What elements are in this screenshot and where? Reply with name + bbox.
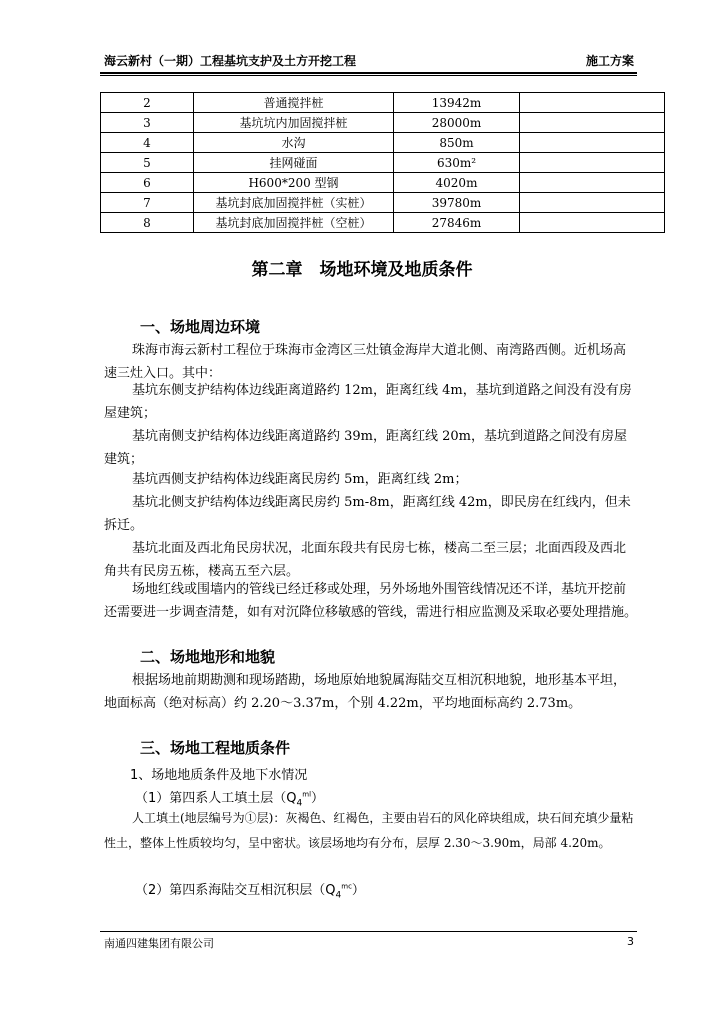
chapter-title: 第二章 场地环境及地质条件 [251,260,473,280]
table-cell: 6 [101,173,194,193]
table-cell: 普通搅拌桩 [194,93,394,113]
section3-heading: 三、场地工程地质条件 [140,739,291,757]
table-cell: 2 [101,93,194,113]
header-title: 海云新村（一期）工程基坑支护及土方开挖工程 [104,54,357,68]
table-cell [520,173,665,193]
layer-heading: （2）第四系海陆交互相沉积层$(Q_4^{mc})$ [135,882,365,901]
section1-paragraph: 基坑南侧支护结构体边线距离道路约 39m，距离红线 20m，基坑到道路之间没有房屋建筑； [104,429,628,467]
header-rule-thin [100,75,637,76]
table-cell: H600*200 型钢 [194,173,394,193]
table-cell [520,153,665,173]
table-cell: 挂网碰面 [194,153,394,173]
section2-heading: 二、场地地形和地貌 [140,648,276,666]
table-row [101,133,665,153]
footer-rule [100,931,637,932]
table-cell: 基坑封底加固搅拌桩（空桩） [194,213,394,233]
layer-heading: （1）第四系人工填土层$(Q_4^{ml})$ [135,790,325,809]
table-cell: 13942m [394,93,520,113]
section1-paragraph: 珠海市海云新村工程位于珠海市金湾区三灶镇金海岸大道北侧、南湾路西侧。近机场高速三灶入口。其中： [104,343,627,381]
table-cell [520,193,665,213]
section1-paragraph: 场地红线或围墙内的管线已经迁移或处理，另外场地外围管线情况还不详，基坑开挖前还需要进一步调查清楚，如有对沉降位移敏感的管线，需进行相应监测及采取必要处理措施。 [104,582,638,620]
table-cell [520,113,665,133]
table-cell: 3 [101,113,194,133]
page-header [104,52,634,68]
table-cell: 4020m [394,173,520,193]
table-row [101,153,665,173]
table-row [101,173,665,193]
table-row [101,193,665,213]
table-cell: 4 [101,133,194,153]
table-row [101,113,665,133]
table-row [101,213,665,233]
table-row [101,93,665,113]
table-cell: 7 [101,193,194,213]
page-number: 3 [627,935,634,948]
section1-paragraph: 基坑北面及西北角民房状况，北面东段共有民房七栋，楼高二至三层；北面西段及西北角共有民房五栋，楼高五至六层。 [104,541,627,579]
layer-description: 人工填土(地层编号为①层)：灰褐色、红褐色，主要由岩石的风化碎块组成，块石间充填少量粘性土，整体上性质较均匀，呈中密状。该层场地均有分布，层厚 2.30～3.90m，局部 4.20m。 [104,811,634,850]
table-cell: 基坑坑内加固搅拌桩 [194,113,394,133]
section1-paragraph: 基坑东侧支护结构体边线距离道路约 12m，距离红线 4m，基坑到道路之间没有没有房屋建筑； [104,383,632,421]
table-cell [520,213,665,233]
section2-paragraph: 根据场地前期勘测和现场踏勘，场地原始地貌属海陆交互相沉积地貌，地形基本平坦，地面标高（绝对标高）约 2.20～3.37m，个别 4.22m，平均地面标高约 2.73m。 [104,673,627,711]
table-cell: 基坑封底加固搅拌桩（实桩） [194,193,394,213]
quantity-table [100,92,665,233]
table-cell: 5 [101,153,194,173]
table-cell: 27846m [394,213,520,233]
table-cell: 8 [101,213,194,233]
table-cell [520,133,665,153]
header-doc-type: 施工方案 [585,54,634,68]
section1-heading: 一、场地周边环境 [140,318,261,336]
section1-paragraph: 基坑西侧支护结构体边线距离民房约 5m，距离红线 2m； [132,472,468,487]
table-cell: 39780m [394,193,520,213]
table-cell: 630m² [394,153,520,173]
table-cell: 水沟 [194,133,394,153]
subsection-heading: 1、场地地质条件及地下水情况 [130,768,308,783]
table-cell: 850m [394,133,520,153]
table-cell [520,93,665,113]
header-rule [100,72,637,74]
page-footer [104,935,634,951]
section1-paragraph: 基坑北侧支护结构体边线距离民房约 5m-8m，距离红线 42m，即民房在红线内，但未拆迁。 [104,495,631,533]
table-cell: 28000m [394,113,520,133]
footer-company: 南通四建集团有限公司 [104,937,214,950]
